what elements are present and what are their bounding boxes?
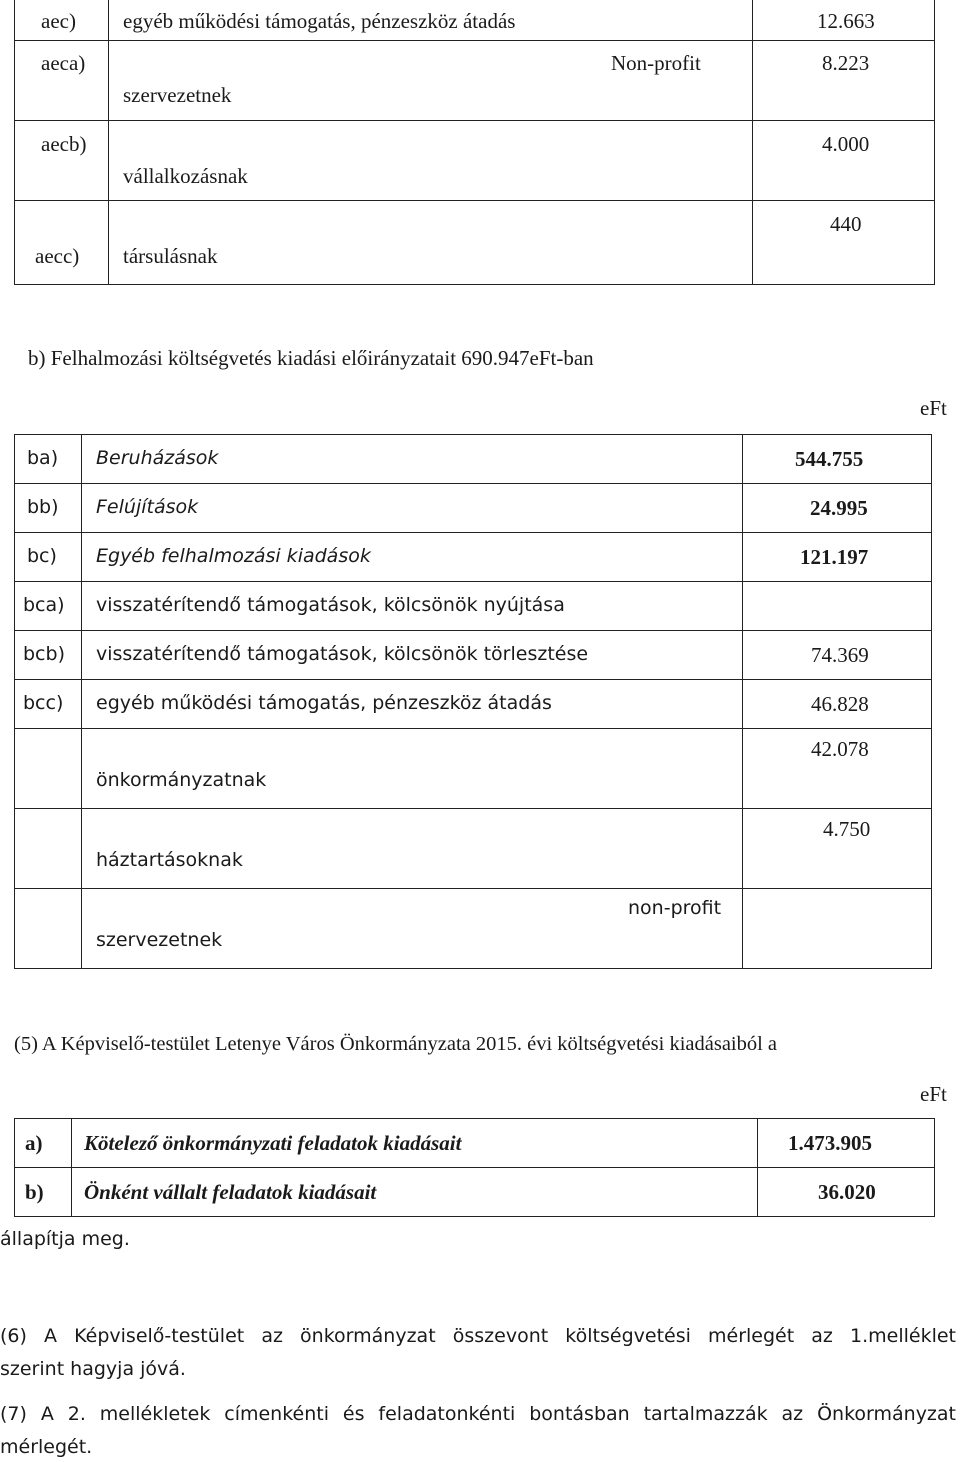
row-value: 46.828: [811, 692, 869, 716]
table-row: [15, 484, 932, 533]
row-value: 42.078: [811, 737, 869, 761]
table-row: [15, 729, 932, 809]
table-row: [15, 582, 932, 631]
row-code: b): [25, 1180, 44, 1204]
row-code: aec): [41, 9, 76, 33]
unit-label: eFt: [920, 1082, 947, 1106]
section-heading: b) Felhalmozási költségvetés kiadási előirányzatait 690.947eFt-ban: [28, 346, 594, 370]
paragraph-5: (5) A Képviselő-testület Letenye Város Önkormányzata 2015. évi költségvetési kiadásaiból a: [14, 1033, 778, 1055]
table-mandatory-voluntary: [14, 1118, 935, 1217]
row-code: bcb): [23, 643, 65, 665]
row-value: 121.197: [800, 545, 869, 569]
table-row: [15, 533, 932, 582]
table-row: [15, 0, 935, 41]
row-label-continued: szervezetnek: [123, 83, 232, 107]
row-value: 544.755: [795, 447, 864, 471]
paragraph-7-line1: (7) A 2. mellékletek címenkénti és feladatonkénti bontásban tartalmazzák az Önkormányzat: [0, 1403, 956, 1425]
table-row: [15, 1119, 935, 1168]
paragraph-6-line2: szerint hagyja jóvá.: [0, 1358, 186, 1380]
row-code: bca): [23, 594, 65, 616]
table-row: [15, 680, 932, 729]
row-value: 440: [830, 212, 862, 236]
row-label-continued: szervezetnek: [96, 929, 223, 951]
table-capital-expenditure: [14, 434, 932, 969]
row-code: aecc): [35, 244, 80, 268]
row-code: bcc): [23, 692, 64, 714]
row-label: egyéb működési támogatás, pénzeszköz átadás: [123, 9, 516, 33]
row-label: önkormányzatnak: [96, 769, 267, 791]
closing-text: állapítja meg.: [0, 1228, 130, 1250]
row-label: Kötelező önkormányzati feladatok kiadásait: [84, 1131, 462, 1155]
row-code: aeca): [41, 51, 86, 75]
row-value: 1.473.905: [788, 1131, 872, 1155]
table-row: [15, 121, 935, 201]
row-value: 36.020: [818, 1180, 876, 1204]
table-row: [15, 41, 935, 121]
unit-label: eFt: [920, 396, 947, 420]
table-operating-support: [14, 0, 935, 285]
row-code: bb): [27, 496, 59, 518]
row-value: 24.995: [810, 496, 868, 520]
row-label: Beruházások: [96, 447, 219, 469]
row-value: 4.000: [822, 132, 870, 156]
row-label: egyéb működési támogatás, pénzeszköz átadás: [96, 692, 552, 714]
row-code: bc): [27, 545, 57, 567]
row-code: a): [25, 1131, 43, 1155]
table-row: [15, 809, 932, 889]
paragraph-7-line2: mérlegét.: [0, 1436, 93, 1458]
row-value: 12.663: [817, 9, 875, 33]
row-value: 4.750: [823, 817, 871, 841]
row-label: Felújítások: [96, 496, 199, 518]
row-value: 8.223: [822, 51, 870, 75]
row-label: háztartásoknak: [96, 849, 243, 871]
row-code: ba): [27, 447, 59, 469]
row-label: Non-profit: [611, 51, 701, 75]
table-row: [15, 631, 932, 680]
paragraph-6-line1: (6) A Képviselő-testület az önkormányzat összevont költségvetési mérlegét az 1.melléklet: [0, 1325, 956, 1347]
row-label: Egyéb felhalmozási kiadások: [96, 545, 371, 567]
row-label: Önként vállalt feladatok kiadásait: [84, 1180, 377, 1204]
table-row: [15, 889, 932, 969]
row-label: visszatérítendő támogatások, kölcsönök törlesztése: [96, 643, 589, 665]
table-row: [15, 1168, 935, 1217]
table-row: [15, 435, 932, 484]
row-value: 74.369: [811, 643, 869, 667]
table-row: [15, 201, 935, 285]
row-label: visszatérítendő támogatások, kölcsönök nyújtása: [96, 594, 565, 616]
row-label: non-profit: [628, 897, 722, 919]
row-code: aecb): [41, 132, 87, 156]
row-label: társulásnak: [123, 244, 218, 268]
row-label: vállalkozásnak: [123, 164, 248, 188]
